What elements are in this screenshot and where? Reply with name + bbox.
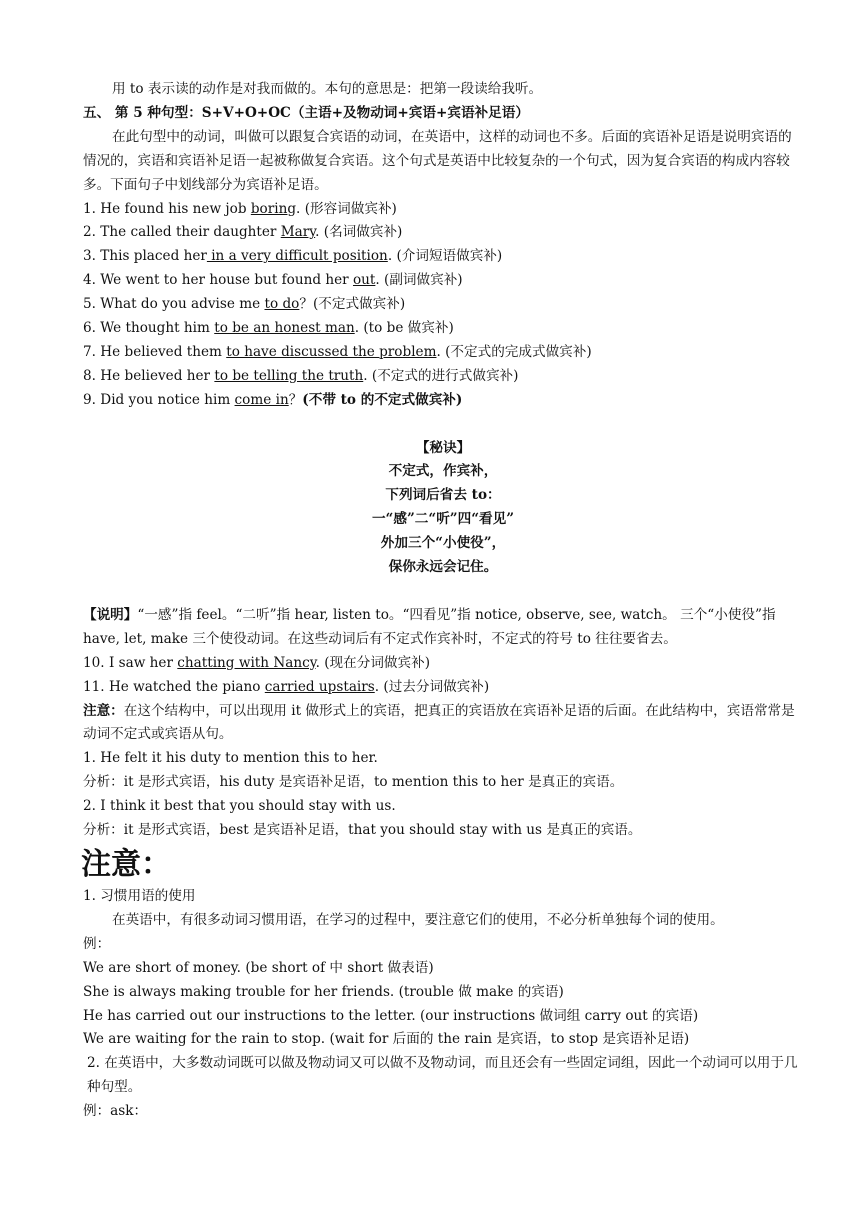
habit-title: 1. 习惯用语的使用 (83, 887, 196, 904)
object-complement: to be telling the truth (214, 367, 364, 384)
object-complement: Mary (280, 224, 316, 241)
object-complement: chatting with Nancy (177, 654, 316, 671)
mijue-line: 一“感”二“听”四“看见” (371, 511, 515, 528)
habit-example: We are waiting for the rain to stop. (wait for 后面的 the rain 是宾语，to stop 是宾语补足语) (83, 1031, 690, 1048)
shuoming-label: 【说明】 (83, 606, 138, 623)
section5-paragraph: 在此句型中的动词，叫做可以跟复合宾语的动词，在英语中，这样的动词也不多。后面的宾语补足语是说明宾语的情况的，宾语和宾语补足语一起被称做复合宾语。这个句式是英语中比较复杂的一个句式，因为复合宾语的构成内容较多。下面句子中划线部分为宾语补足语。 (83, 128, 792, 193)
object-complement: in a very difficult position (206, 248, 388, 265)
example-sentence: 1. He found his new job boring. (形容词做宾补) (83, 200, 397, 217)
object-complement: carried upstairs (264, 678, 375, 695)
example-label: 例： (83, 935, 111, 952)
object-complement: to have discussed the problem (226, 343, 437, 360)
it-example-analysis: 分析：it 是形式宾语，his duty 是宾语补足语，to mention this to her 是真正的宾语。 (83, 774, 624, 791)
example-sentence: 5. What do you advise me to do？(不定式做宾补) (83, 296, 406, 313)
example-sentence: 4. We went to her house but found her out. (副词做宾补) (83, 272, 463, 289)
object-complement: boring (250, 200, 297, 217)
mijue-title: 【秘诀】 (415, 439, 471, 456)
point2-paragraph: 2. 在英语中，大多数动词既可以做及物动词又可以做不及物动词，而且还会有一些固定词组，因此一个动词可以用于几种句型。 (87, 1055, 798, 1096)
example-label: 例：ask： (83, 1103, 148, 1120)
it-example-sentence: 2. I think it best that you should stay with us. (83, 798, 396, 815)
habit-example: He has carried out our instructions to the letter. (our instructions 做词组 carry out 的宾语) (83, 1007, 699, 1024)
document-page (83, 78, 803, 1124)
example-sentence: 10. I saw her chatting with Nancy. (现在分词做宾补) (83, 654, 430, 671)
it-example-sentence: 1. He felt it his duty to mention this to her. (83, 750, 378, 767)
mijue-line: 保你永远会记住。 (388, 559, 498, 576)
note-paragraph: 注意：在这个结构中，可以出现用 it 做形式上的宾语，把真正的宾语放在宾语补足语的后面。在此结构中，宾语常常是动词不定式或宾语从句。 (83, 702, 795, 743)
mijue-line: 不定式，作宾补， (388, 463, 498, 480)
example-sentence: 11. He watched the piano carried upstairs. (过去分词做宾补) (83, 678, 490, 695)
object-complement: to do (264, 296, 300, 313)
object-complement: come in (234, 391, 289, 408)
mijue-line: 下列词后省去 to： (385, 487, 501, 504)
note-label: 注意： (83, 702, 124, 719)
shuoming-paragraph: 【说明】“一感”指 feel。“二听”指 hear, listen to。“四看见”指 notice, observe, see, watch。 三个“小使役”指 have, let, make 三个使役动词。在这些动词后有不定式作宾补时，不定式的符号 to 往往要省去。 (83, 606, 776, 647)
habit-example: She is always making trouble for her friends. (trouble 做 make 的宾语) (83, 983, 564, 1000)
it-example-analysis: 分析：it 是形式宾语，best 是宾语补足语，that you should stay with us 是真正的宾语。 (83, 822, 642, 839)
example-sentence: 2. The called their daughter Mary. (名词做宾补) (83, 224, 403, 241)
example-sentence: 8. He believed her to be telling the truth. (不定式的进行式做宾补) (83, 367, 519, 384)
habit-example: We are short of money. (be short of 中 short 做表语) (83, 959, 434, 976)
example-sentence: 9. Did you notice him come in？(不带 to 的不定式做宾补) (83, 391, 463, 408)
intro-line: 用 to 表示读的动作是对我而做的。本句的意思是：把第一段读给我听。 (112, 81, 543, 97)
example-sentence: 6. We thought him to be an honest man. (to be 做宾补) (83, 320, 454, 337)
example-list (83, 198, 803, 413)
object-complement: to be an honest man (214, 320, 355, 337)
big-heading: 注意： (81, 846, 171, 882)
object-complement: out (352, 272, 376, 289)
section5-heading: 五、 第 5 种句型：S+V+O+OC（主语+及物动词+宾语+宾语补足语） (83, 104, 529, 121)
habit-paragraph: 在英语中，有很多动词习惯用语，在学习的过程中，要注意它们的使用，不必分析单独每个词的使用。 (112, 911, 724, 928)
example-sentence: 3. This placed her in a very difficult position. (介词短语做宾补) (83, 248, 503, 265)
example-sentence: 7. He believed them to have discussed the problem. (不定式的完成式做宾补) (83, 343, 592, 360)
mijue-line: 外加三个“小使役”， (380, 535, 506, 552)
mijue-box (83, 437, 803, 580)
